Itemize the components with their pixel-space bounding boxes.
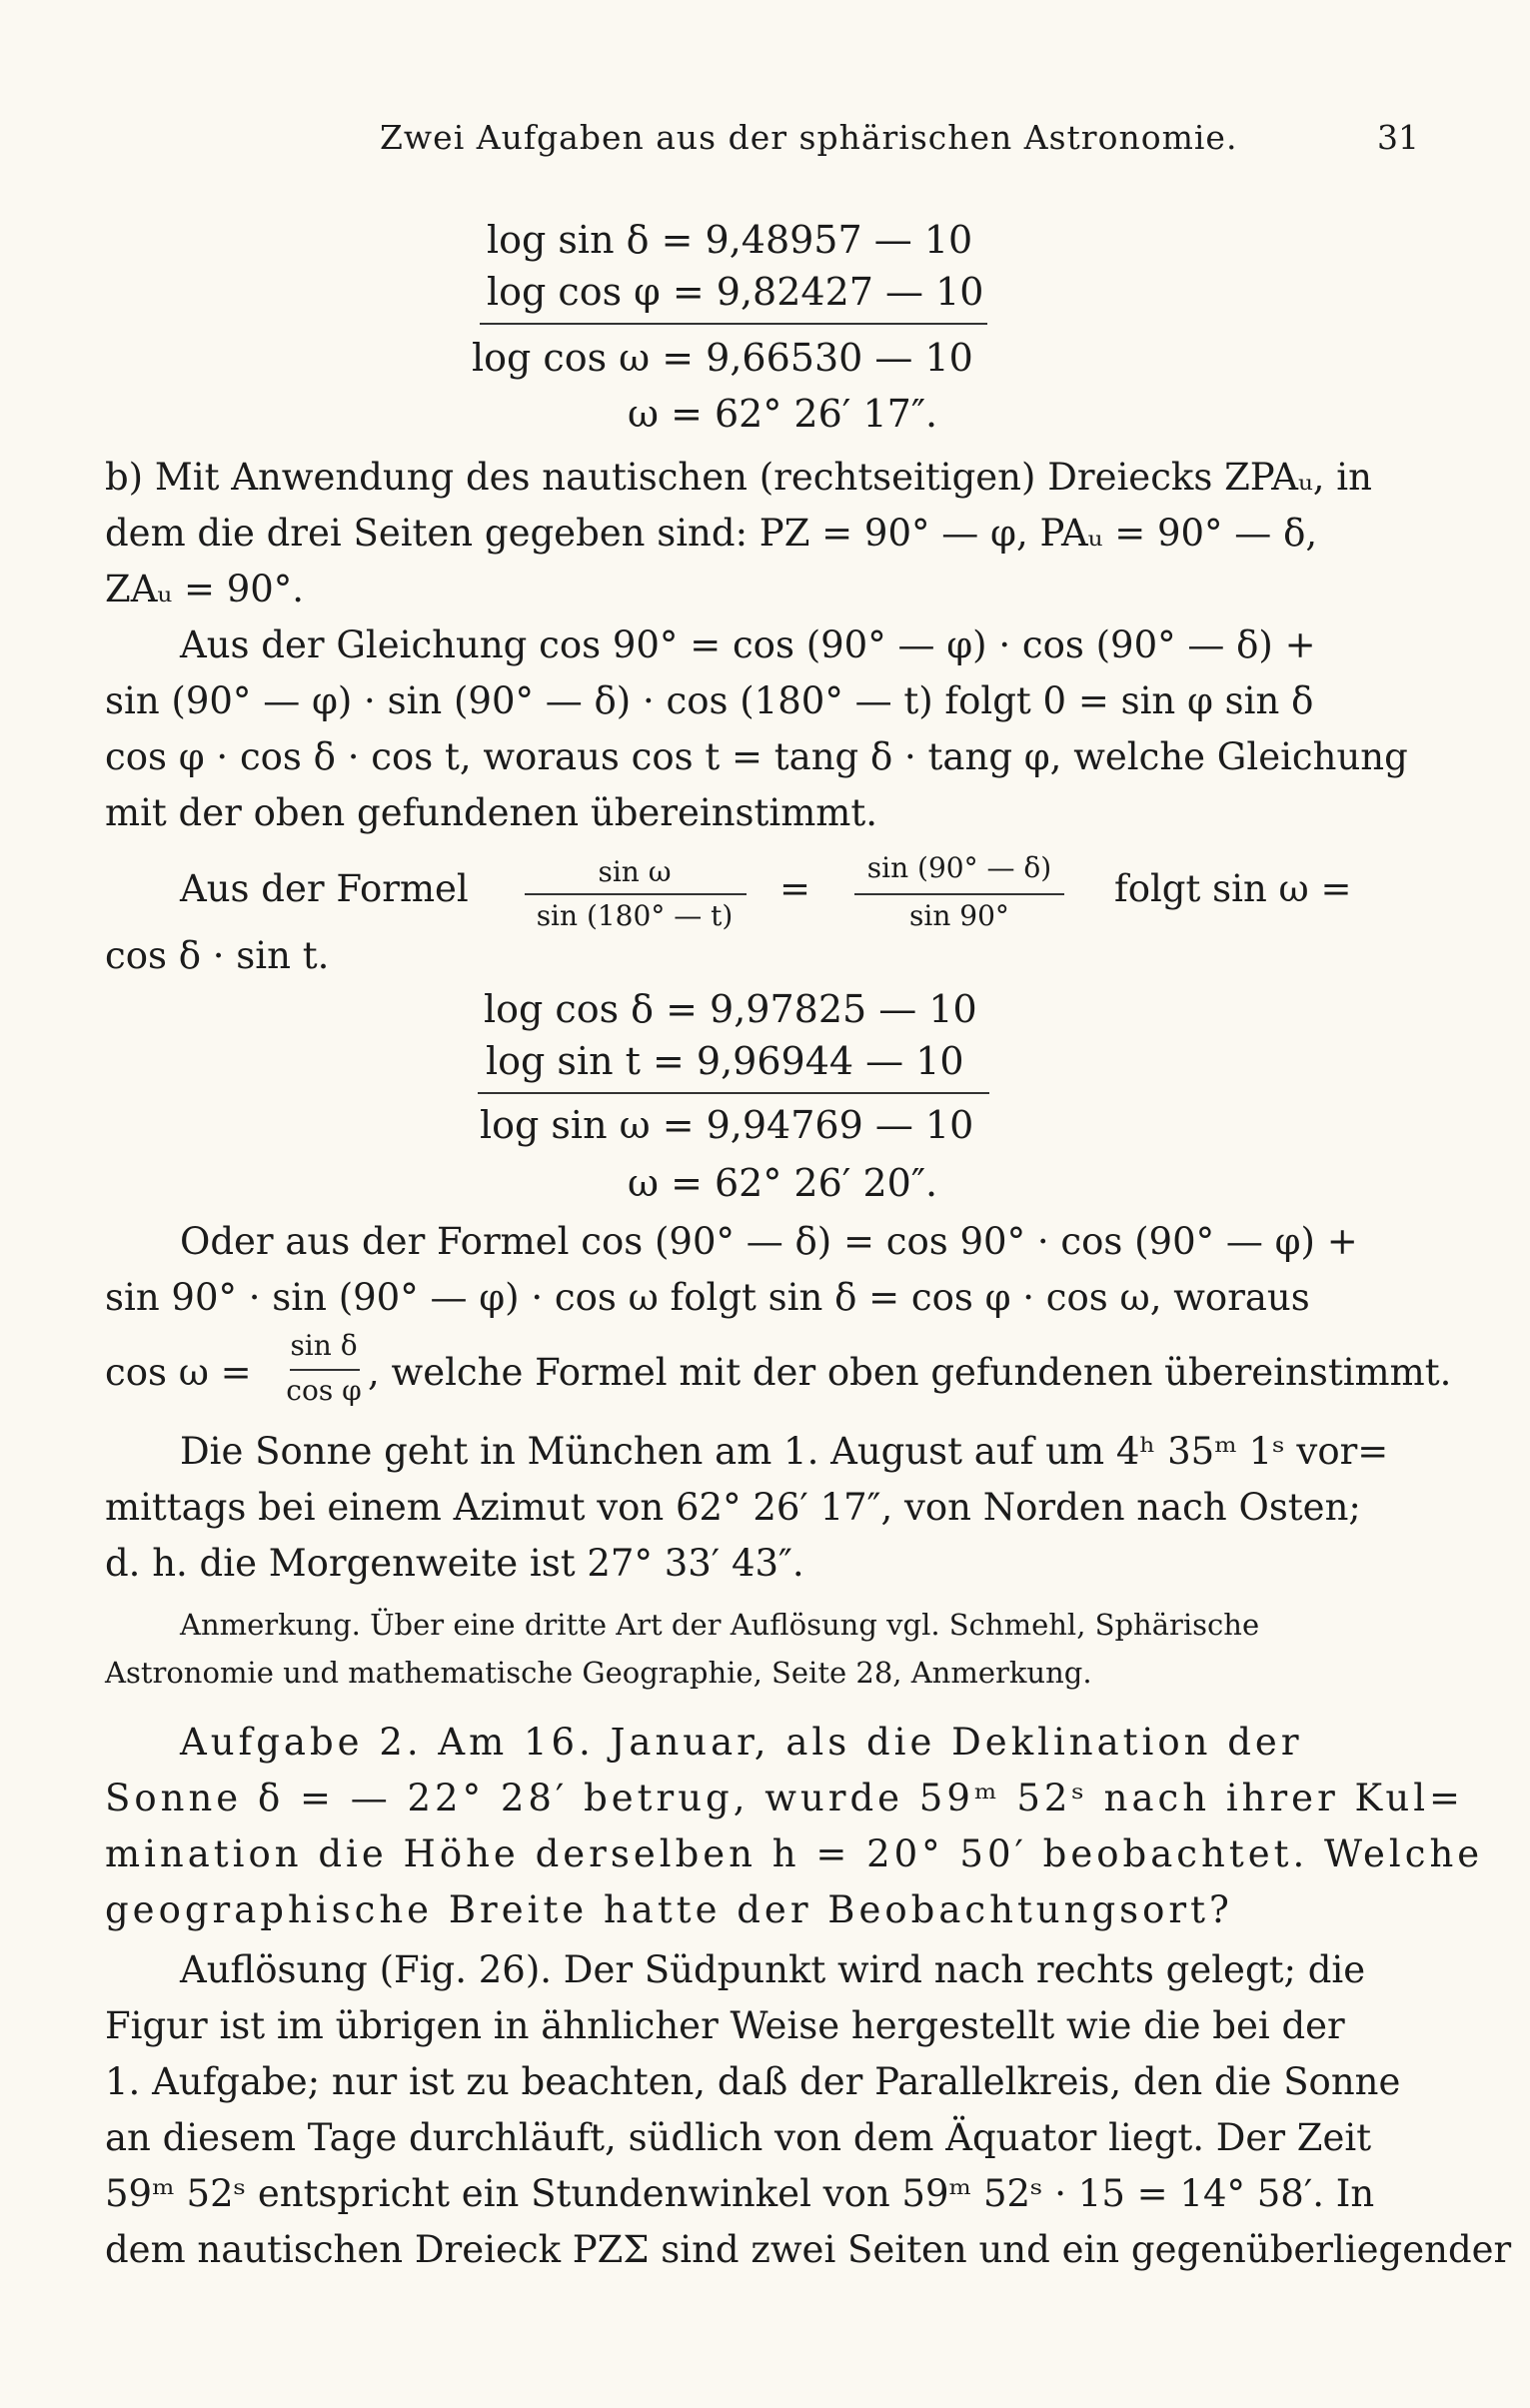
calc2-line2: log sin t = 9,96944 — 10	[486, 1039, 964, 1083]
aufloesung-line: 59ᵐ 52ˢ entspricht ein Stundenwinkel von 59ᵐ 52ˢ · 15 = 14° 58′. In	[105, 2172, 1375, 2215]
fraction3-bar	[290, 1369, 360, 1371]
paragraph-sonne	[105, 1424, 1409, 1592]
calc2-line1: log cos δ = 9,97825 — 10	[484, 987, 977, 1031]
fraction3-numerator: sin δ	[290, 1329, 358, 1362]
page-number: 31	[1377, 118, 1419, 157]
aufloesung-line: dem nautischen Dreieck PZΣ sind zwei Seiten und ein gegenüberliegender	[105, 2228, 1512, 2271]
aufloesung	[105, 1942, 1512, 2278]
paragraph-line: mittags bei einem Azimut von 62° 26′ 17″, von Norden nach Osten;	[105, 1486, 1361, 1529]
formel-suffix: folgt sin ω =	[1114, 867, 1352, 910]
running-header: Zwei Aufgaben aus der sphärischen Astronomie.	[380, 118, 1238, 157]
aufgabe-line: Aufgabe 2. Am 16. Januar, als die Deklination der	[180, 1721, 1303, 1764]
fraction1-bar	[525, 893, 747, 895]
aufgabe-line: mination die Höhe derselben h = 20° 50′ beobachtet. Welche	[105, 1832, 1484, 1875]
anmerkung-line: Astronomie und mathematische Geographie, Seite 28, Anmerkung.	[105, 1656, 1092, 1690]
paragraph-line: Oder aus der Formel cos (90° — δ) = cos 90° · cos (90° — φ) +	[180, 1220, 1358, 1263]
paragraph-b-line: b) Mit Anwendung des nautischen (rechtseitigen) Dreiecks ZPAᵤ, in	[105, 456, 1372, 499]
paragraph-b-line: dem die drei Seiten gegeben sind: PZ = 90° — φ, PAᵤ = 90° — δ,	[105, 512, 1318, 555]
calc1-line2: log cos φ = 9,82427 — 10	[487, 270, 984, 314]
calc1-rule	[480, 323, 987, 325]
fraction2-bar	[854, 893, 1064, 895]
calc2-rule	[478, 1092, 989, 1094]
fraction1-denominator: sin (180° — t)	[536, 899, 734, 932]
paragraph-line: mit der oben gefundenen übereinstimmt.	[105, 791, 878, 834]
fraction3-denominator: cos φ	[286, 1374, 362, 1407]
paragraph-b-line: ZAᵤ = 90°.	[105, 568, 305, 610]
paragraph-line: cos φ · cos δ · cos t, woraus cos t = tang δ · tang φ, welche Gleichung	[105, 735, 1408, 778]
aufloesung-line: Figur ist im übrigen in ähnlicher Weise hergestellt wie die bei der	[105, 2004, 1345, 2047]
anmerkung-line: Anmerkung. Über eine dritte Art der Auflösung vgl. Schmehl, Sphärische	[180, 1608, 1260, 1642]
calc2-line3: log sin ω = 9,94769 — 10	[480, 1103, 974, 1147]
paragraph-line: sin 90° · sin (90° — φ) · cos ω folgt sin δ = cos φ · cos ω, woraus	[105, 1276, 1310, 1319]
aufloesung-line: Auflösung (Fig. 26). Der Südpunkt wird nach rechts gelegt; die	[180, 1948, 1366, 1991]
formel-prefix: Aus der Formel	[180, 867, 469, 910]
paragraph-oder	[105, 1214, 1409, 1326]
aufloesung-line: an diesem Tage durchläuft, südlich von dem Äquator liegt. Der Zeit	[105, 2116, 1372, 2159]
cos-omega-prefix: cos ω =	[105, 1351, 252, 1394]
aufgabe-line: Sonne δ = — 22° 28′ betrug, wurde 59ᵐ 52ˢ nach ihrer Kul=	[105, 1777, 1465, 1819]
aufgabe-2	[105, 1715, 1484, 1938]
calc1-line3: log cos ω = 9,66530 — 10	[472, 336, 973, 380]
calc1-line1: log sin δ = 9,48957 — 10	[487, 218, 973, 262]
paragraph-line: Aus der Gleichung cos 90° = cos (90° — φ) · cos (90° — δ) +	[180, 623, 1316, 666]
paragraph-line: d. h. die Morgenweite ist 27° 33′ 43″.	[105, 1542, 804, 1585]
paragraph-line: sin (90° — φ) · sin (90° — δ) · cos (180° — t) folgt 0 = sin φ sin δ	[105, 679, 1314, 722]
calc1-result: ω = 62° 26′ 17″.	[628, 392, 938, 436]
anmerkung	[105, 1601, 1259, 1697]
calc2-result: ω = 62° 26′ 20″.	[628, 1161, 938, 1205]
aufgabe-line: geographische Breite hatte der Beobachtungsort?	[105, 1888, 1233, 1931]
cos-omega-suffix: , welche Formel mit der oben gefundenen übereinstimmt.	[368, 1351, 1452, 1394]
formel-continuation: cos δ · sin t.	[105, 934, 330, 977]
aufloesung-line: 1. Aufgabe; nur ist zu beachten, daß der Parallelkreis, den die Sonne	[105, 2060, 1401, 2103]
formel-equals: =	[779, 867, 811, 910]
fraction2-denominator: sin 90°	[909, 899, 1009, 932]
fraction2-numerator: sin (90° — δ)	[866, 851, 1052, 884]
paragraph-b	[105, 450, 1409, 617]
fraction1-numerator: sin ω	[598, 855, 672, 888]
paragraph-gleichung	[105, 617, 1409, 841]
paragraph-line: Die Sonne geht in München am 1. August auf um 4ʰ 35ᵐ 1ˢ vor=	[180, 1430, 1389, 1473]
